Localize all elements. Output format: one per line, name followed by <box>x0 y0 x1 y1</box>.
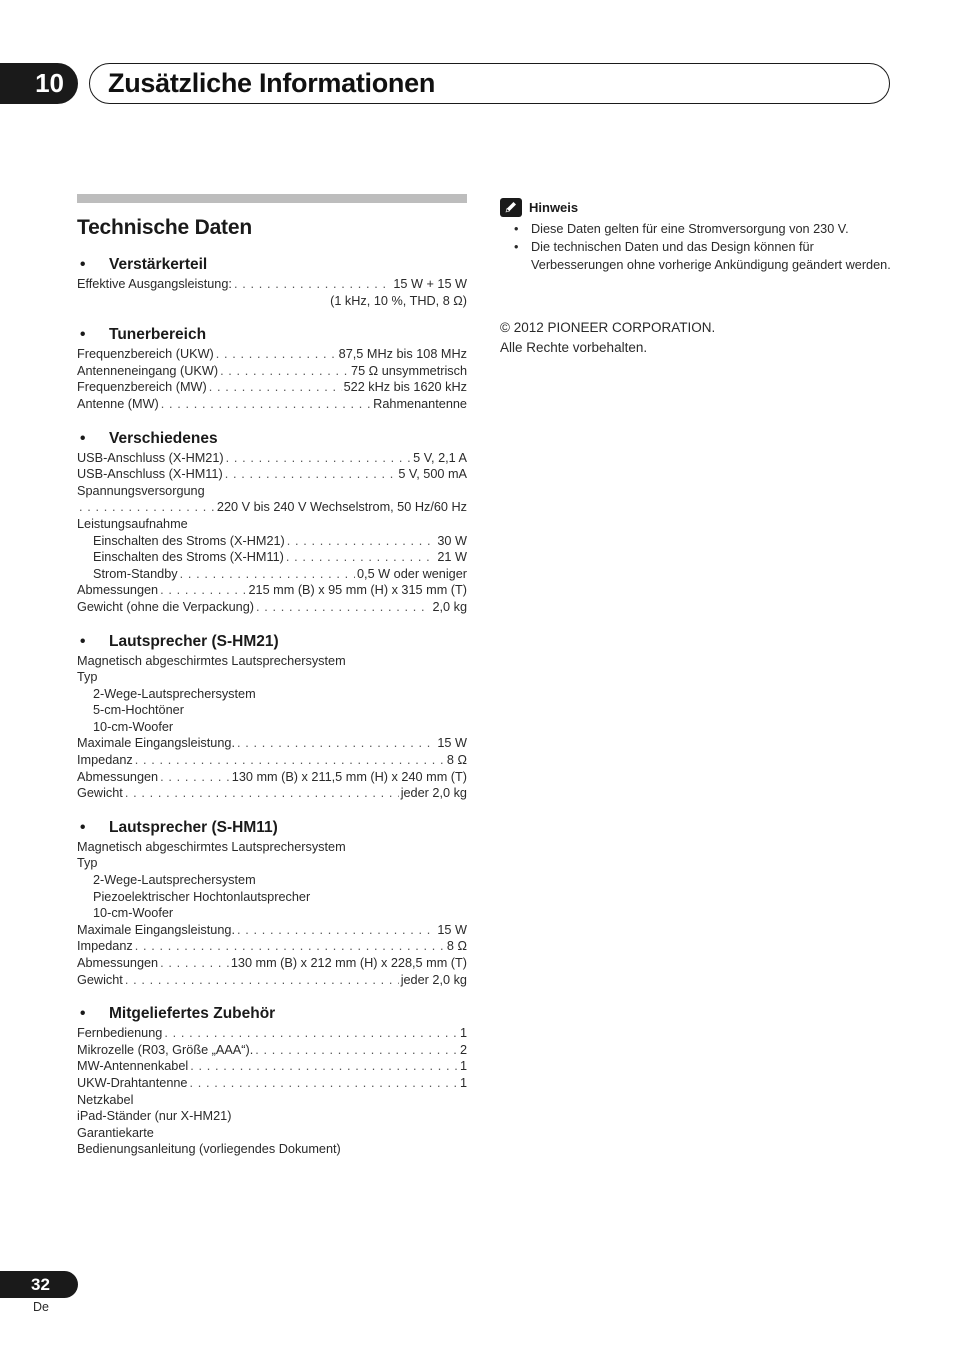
spec-label: Abmessungen <box>77 956 159 970</box>
spec-label: Magnetisch abgeschirmtes Lautsprechersystem <box>77 653 346 668</box>
spec-value: 130 mm (B) x 212 mm (H) x 228,5 mm (T) <box>230 956 467 970</box>
spec-row <box>77 955 467 972</box>
spec-row <box>77 1058 467 1075</box>
spec-label: UKW-Drahtantenne <box>77 1075 188 1090</box>
spec-row <box>77 1125 467 1142</box>
dot-leader <box>160 955 229 972</box>
spec-value: 2 <box>459 1042 467 1057</box>
spec-value: 21 W <box>437 550 467 565</box>
spec-group-heading: • Lautsprecher (S-HM21) <box>80 632 279 650</box>
dot-leader <box>226 450 411 467</box>
spec-group-heading: • Mitgeliefertes Zubehör <box>80 1005 276 1023</box>
dot-leader <box>160 769 230 786</box>
spec-row <box>77 450 467 467</box>
spec-value: 2,0 kg <box>432 599 467 614</box>
spec-label: Antenne (MW) <box>77 396 159 411</box>
spec-label: Antenneneingang (UKW) <box>77 363 219 378</box>
spec-row <box>77 735 467 752</box>
note-item: • Die technischen Daten und das Design können für Verbesserungen ohne vorherige Ankündigung geändert werden. <box>514 240 891 272</box>
dot-leader <box>164 1025 458 1042</box>
note-item: • Diese Daten gelten für eine Stromversorgung von 230 V. <box>514 222 849 236</box>
spec-value: 30 W <box>437 533 467 548</box>
spec-label: Impedanz <box>77 939 133 954</box>
spec-value: 75 Ω unsymmetrisch <box>351 363 467 378</box>
spec-group <box>77 255 467 309</box>
chapter-title: Zusätzliche Informationen <box>108 68 436 98</box>
dot-leader <box>180 566 355 583</box>
spec-row <box>77 533 467 550</box>
spec-label: Strom-Standby <box>93 566 178 581</box>
spec-row <box>77 769 467 786</box>
pencil-note-icon <box>500 198 522 217</box>
rights-line: Alle Rechte vorbehalten. <box>500 340 648 356</box>
spec-row <box>77 466 467 483</box>
spec-label: Fernbedienung <box>77 1026 163 1041</box>
spec-row <box>77 499 467 516</box>
spec-row <box>77 346 467 363</box>
spec-label: Einschalten des Stroms (X-HM11) <box>93 550 284 565</box>
spec-group <box>77 1004 467 1158</box>
spec-label: Frequenzbereich (MW) <box>77 380 207 395</box>
spec-label: Frequenzbereich (UKW) <box>77 347 214 362</box>
spec-label: Einschalten des Stroms (X-HM21) <box>93 533 285 548</box>
spec-group-heading: • Verstärkerteil <box>80 256 208 273</box>
spec-label: 10-cm-Woofer <box>93 906 174 921</box>
spec-row <box>77 855 467 872</box>
spec-label: 10-cm-Woofer <box>93 719 174 734</box>
spec-groups <box>77 255 467 1158</box>
spec-row <box>77 905 467 922</box>
spec-value: 1 <box>459 1075 467 1090</box>
spec-label: (1 kHz, 10 %, THD, 8 Ω) <box>330 293 467 308</box>
spec-label: Netzkabel <box>77 1092 134 1107</box>
spec-row <box>77 1141 467 1158</box>
spec-group <box>77 429 467 616</box>
spec-label: 2-Wege-Lautsprechersystem <box>93 873 256 888</box>
spec-value: Rahmenantenne <box>373 396 467 411</box>
dot-leader <box>125 785 399 802</box>
section-title: Technische Daten <box>77 216 252 239</box>
spec-label: 5-cm-Hochtöner <box>93 703 184 718</box>
dot-leader <box>125 972 399 989</box>
spec-label: Gewicht <box>77 786 123 801</box>
spec-label: Abmessungen <box>77 769 159 784</box>
spec-value: 1 <box>459 1059 467 1074</box>
bullet: • <box>80 429 86 447</box>
spec-row <box>77 516 467 533</box>
bullet: • <box>80 256 86 273</box>
spec-label: Gewicht <box>77 972 123 987</box>
spec-value: 8 Ω <box>446 753 467 768</box>
dot-leader <box>234 276 391 293</box>
spec-row <box>77 599 467 616</box>
spec-value: 8 Ω <box>446 939 467 954</box>
dot-leader <box>135 938 445 955</box>
dot-leader <box>225 466 397 483</box>
bullet: • <box>80 1005 86 1023</box>
spec-row <box>77 1042 467 1059</box>
spec-row <box>77 1092 467 1109</box>
spec-label: Impedanz <box>77 753 133 768</box>
dot-leader <box>220 363 349 380</box>
spec-row <box>77 785 467 802</box>
spec-row <box>77 363 467 380</box>
spec-value: 215 mm (B) x 95 mm (H) x 315 mm (T) <box>248 583 467 598</box>
note-list <box>500 221 895 274</box>
note-label: Hinweis <box>529 199 579 215</box>
spec-row <box>77 719 467 736</box>
spec-label: Garantiekarte <box>77 1125 154 1140</box>
spec-row <box>77 922 467 939</box>
copyright-line: © 2012 PIONEER CORPORATION. <box>500 320 716 336</box>
bullet: • <box>80 818 86 836</box>
spec-row <box>77 566 467 583</box>
spec-group <box>77 818 467 988</box>
spec-label: MW-Antennenkabel <box>77 1059 189 1074</box>
spec-group <box>77 325 467 412</box>
note-header <box>500 197 895 217</box>
spec-row <box>77 549 467 566</box>
spec-label: Piezoelektrischer Hochtonlautsprecher <box>93 889 311 904</box>
dot-leader <box>287 533 436 550</box>
spec-row <box>77 752 467 769</box>
spec-label: Spannungsversorgung <box>77 483 205 498</box>
spec-row <box>77 839 467 856</box>
spec-row <box>77 669 467 686</box>
spec-label: Typ <box>77 856 98 871</box>
spec-label: Gewicht (ohne die Verpackung) <box>77 599 255 614</box>
spec-value: 15 W <box>437 922 467 937</box>
page-number-badge: 32 <box>0 1271 78 1298</box>
page-language: De <box>33 1300 49 1314</box>
spec-value: 5 V, 2,1 A <box>413 450 467 465</box>
spec-value: 87,5 MHz bis 108 MHz <box>338 347 467 362</box>
spec-label: USB-Anschluss (X-HM21) <box>77 450 224 465</box>
spec-row <box>77 938 467 955</box>
spec-row <box>77 293 467 310</box>
spec-row <box>77 653 467 670</box>
spec-label: Magnetisch abgeschirmtes Lautsprechersystem <box>77 839 346 854</box>
spec-row <box>77 1025 467 1042</box>
spec-label: Mikrozelle (R03, Größe „AAA“). <box>77 1042 254 1057</box>
spec-group-heading: • Verschiedenes <box>80 429 218 447</box>
spec-label: Leistungsaufnahme <box>77 516 188 531</box>
spec-label: Abmessungen <box>77 583 159 598</box>
notes-column <box>500 197 895 358</box>
spec-row <box>77 1108 467 1125</box>
spec-group-heading: • Tunerbereich <box>80 326 207 344</box>
spec-value: 522 kHz bis 1620 kHz <box>343 380 467 395</box>
spec-group-heading: • Lautsprecher (S-HM11) <box>80 818 278 836</box>
spec-value: 15 W + 15 W <box>393 277 467 291</box>
spec-label: Maximale Eingangsleistung. <box>77 922 235 937</box>
spec-value: 220 V bis 240 V Wechselstrom, 50 Hz/60 Hz <box>216 500 467 515</box>
spec-label: 2-Wege-Lautsprechersystem <box>93 686 256 701</box>
spec-value: 15 W <box>437 736 467 751</box>
spec-row <box>77 686 467 703</box>
spec-row <box>77 1075 467 1092</box>
dot-leader <box>189 1075 457 1092</box>
spec-row <box>77 396 467 413</box>
spec-label: Bedienungsanleitung (vorliegendes Dokument) <box>77 1142 341 1157</box>
spec-label: iPad-Ständer (nur X-HM21) <box>77 1109 232 1124</box>
spec-value: 0,5 W oder weniger <box>356 566 467 581</box>
copyright-notice <box>500 318 895 358</box>
spec-label: USB-Anschluss (X-HM11) <box>77 467 223 482</box>
spec-row <box>77 872 467 889</box>
bullet: • <box>80 326 86 344</box>
chapter-number-badge: 10 <box>0 63 78 104</box>
dot-leader <box>237 735 435 752</box>
dot-leader <box>79 499 215 516</box>
spec-label: Typ <box>77 670 98 685</box>
bullet: • <box>80 632 86 650</box>
spec-value: jeder 2,0 kg <box>400 972 467 987</box>
dot-leader <box>237 922 435 939</box>
spec-value: 130 mm (B) x 211,5 mm (H) x 240 mm (T) <box>231 769 467 784</box>
dot-leader <box>209 379 342 396</box>
dot-leader <box>216 346 337 363</box>
dot-leader <box>286 549 436 566</box>
spec-row <box>77 889 467 906</box>
section-divider-bar <box>77 194 467 203</box>
dot-leader <box>161 396 371 413</box>
spec-row <box>77 483 467 500</box>
specifications-column <box>77 194 467 1158</box>
dot-leader <box>135 752 445 769</box>
dot-leader <box>160 582 246 599</box>
dot-leader <box>255 1042 458 1059</box>
spec-value: 5 V, 500 mA <box>398 467 467 482</box>
spec-row <box>77 582 467 599</box>
spec-value: jeder 2,0 kg <box>400 786 467 801</box>
dot-leader <box>256 599 430 616</box>
spec-value: 1 <box>459 1026 467 1041</box>
spec-row <box>77 276 467 293</box>
spec-row <box>77 379 467 396</box>
spec-label: Effektive Ausgangsleistung: <box>77 277 232 291</box>
spec-group <box>77 632 467 802</box>
spec-row <box>77 702 467 719</box>
dot-leader <box>190 1058 458 1075</box>
spec-label: Maximale Eingangsleistung. <box>77 736 235 751</box>
spec-row <box>77 972 467 989</box>
